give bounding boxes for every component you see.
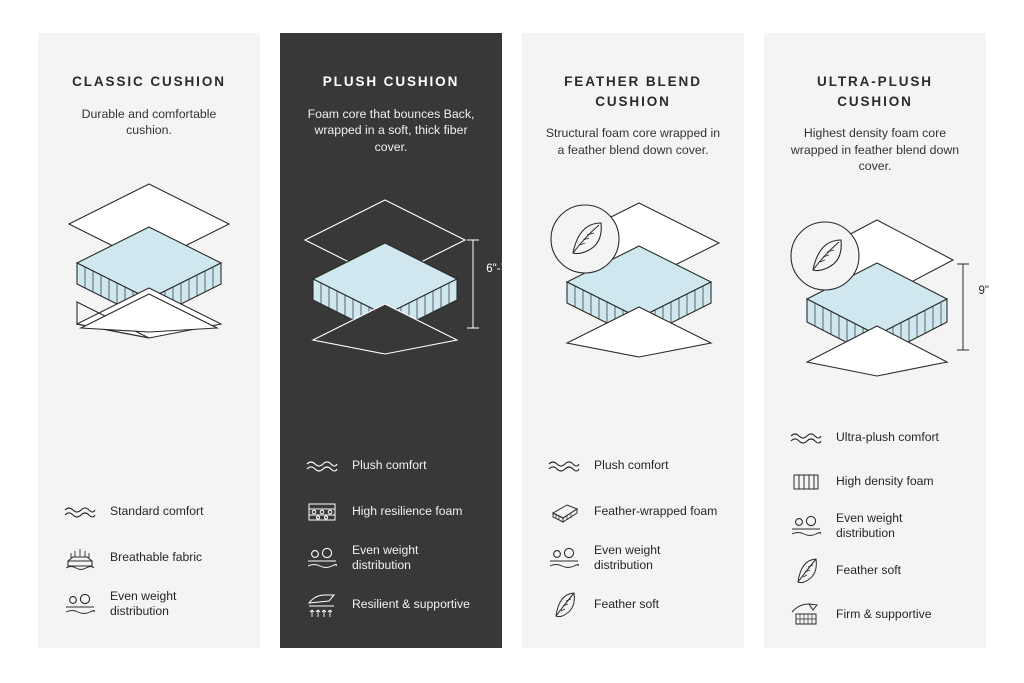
- feature-label: Firm & supportive: [836, 607, 932, 622]
- feature-label: Feather-wrapped foam: [594, 503, 718, 518]
- list-item: [546, 497, 730, 527]
- wave-icon: [788, 423, 824, 453]
- feature-list: [294, 451, 488, 648]
- feature-label: Plush comfort: [594, 457, 669, 472]
- list-item: [304, 543, 488, 574]
- page-title: FEATHER BLEND CUSHION: [564, 74, 702, 109]
- list-item: [304, 497, 488, 527]
- dimension-label: 9": [978, 284, 989, 297]
- wave-icon: [304, 451, 340, 481]
- cushion-card-feather-blend: [522, 33, 744, 648]
- card-description: Durable and comfortable cushion.: [81, 106, 217, 138]
- feature-list: [52, 497, 246, 648]
- list-item: [62, 543, 246, 573]
- feather-icon: [546, 590, 582, 620]
- wave-icon: [546, 451, 582, 481]
- even-weight-icon: [62, 589, 98, 619]
- list-item: [546, 451, 730, 481]
- card-description: Highest density foam core wrapped in feather blend down cover.: [790, 126, 960, 174]
- feature-label: Even weight distribution: [594, 542, 661, 573]
- cushion-card-plush: [280, 33, 511, 648]
- card-description: Foam core that bounces Back, wrapped in a soft, thick fiber cover.: [307, 106, 475, 154]
- list-item: [788, 556, 972, 586]
- list-item: [304, 590, 488, 620]
- list-item: [62, 497, 246, 527]
- high-density-foam-icon: [788, 467, 824, 497]
- feature-label: Even weight distribution: [836, 510, 903, 541]
- layered-cushion-diagram: [51, 157, 247, 357]
- wave-icon: [62, 497, 98, 527]
- dimension-marker: [486, 263, 511, 275]
- layered-cushion-diagram: [293, 173, 511, 373]
- feature-label: Plush comfort: [352, 457, 427, 472]
- even-weight-icon: [546, 543, 582, 573]
- feather-wrapped-foam-icon: [546, 497, 582, 527]
- list-item: [788, 511, 972, 542]
- resilience-grid-icon: [304, 497, 340, 527]
- list-item: [788, 467, 972, 497]
- page-title: ULTRA-PLUSH CUSHION: [817, 74, 933, 109]
- feature-list: [536, 451, 730, 648]
- dimension-label: 6"-7": [486, 263, 511, 276]
- card-description: Structural foam core wrapped in a feather blend down cover.: [545, 126, 721, 157]
- list-item: [546, 543, 730, 574]
- feature-label: Feather soft: [594, 597, 660, 612]
- list-item: [788, 600, 972, 630]
- list-item: [546, 590, 730, 620]
- list-item: [62, 589, 246, 620]
- feather-icon: [788, 556, 824, 586]
- feature-label: Standard comfort: [110, 503, 204, 518]
- feature-label: Breathable fabric: [110, 549, 203, 564]
- cushion-card-ultra-plush: [764, 33, 989, 648]
- leaf-badge-icon: [551, 205, 619, 273]
- firm-supportive-icon: [788, 600, 824, 630]
- list-item: [304, 451, 488, 481]
- supportive-arrows-icon: [304, 590, 340, 620]
- feature-list: [778, 423, 972, 648]
- page-title: CLASSIC CUSHION: [72, 74, 226, 89]
- layered-cushion-diagram: [777, 193, 989, 393]
- cushion-card-classic: [38, 33, 260, 648]
- feature-label: Resilient & supportive: [352, 597, 470, 612]
- layered-cushion-diagram: [535, 176, 731, 376]
- feature-label: High resilience foam: [352, 503, 463, 518]
- feature-label: High density foam: [836, 473, 934, 488]
- page-title: PLUSH CUSHION: [322, 74, 460, 89]
- feature-label: Even weight distribution: [352, 542, 419, 573]
- feature-label: Even weight distribution: [110, 588, 177, 619]
- feature-label: Feather soft: [836, 563, 902, 578]
- list-item: [788, 423, 972, 453]
- even-weight-icon: [788, 511, 824, 541]
- leaf-badge-icon: [791, 222, 859, 290]
- dimension-marker: [979, 285, 989, 297]
- breathable-fabric-icon: [62, 543, 98, 573]
- feature-label: Ultra-plush comfort: [836, 429, 939, 444]
- even-weight-icon: [304, 543, 340, 573]
